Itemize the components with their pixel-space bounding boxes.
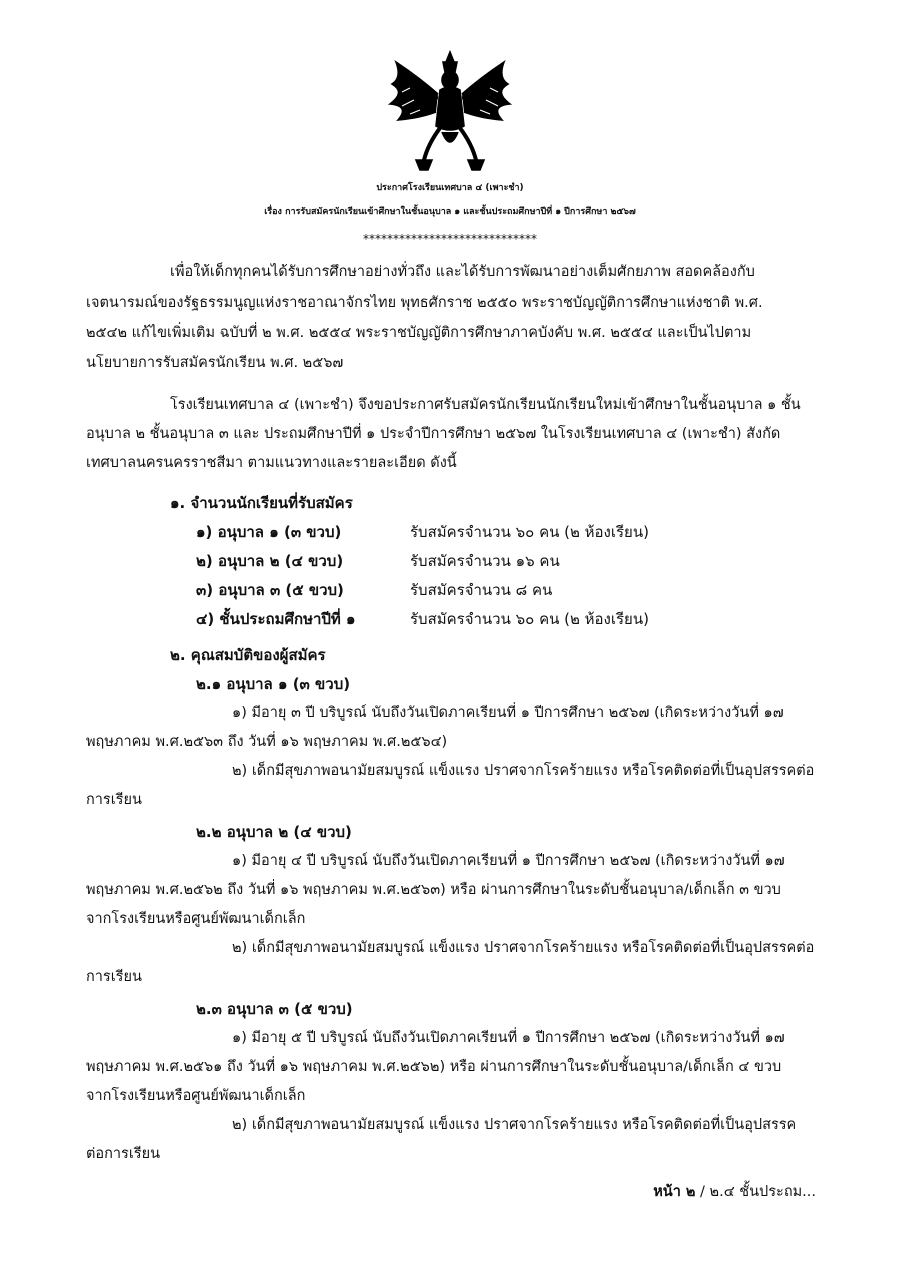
sub2-line-2: พฤษภาคม พ.ศ.๒๕๖๒ ถึง วันที่ ๑๖ พฤษภาคม พ.ศ.๒๕๖๓) หรือ ผ่านการศึกษาในระดับชั้นอนุบาล/เด็กเล็ก ๓ ขวบ xyxy=(86,882,781,898)
sub1-line-1: ๑) มีอายุ ๓ ปี บริบูรณ์ นับถึงวันเปิดภาคเรียนที่ ๑ ปีการศึกษา ๒๕๖๗ (เกิดระหว่างวันที่ ๑๗ xyxy=(232,705,784,721)
sub2-line-4: ๒) เด็กมีสุขภาพอนามัยสมบูรณ์ แข็งแรง ปราศจากโรคร้ายแรง หรือโรคติดต่อที่เป็นอุปสรรคต่อ xyxy=(232,940,815,956)
announcement-title: ประกาศโรงเรียนเทศบาล ๔ (เพาะชำ) xyxy=(376,183,524,193)
quota-detail-1: รับสมัครจำนวน ๖๐ คน (๒ ห้องเรียน) xyxy=(410,523,649,541)
sub2-heading: ๒.๒ อนุบาล ๒ (๔ ขวบ) xyxy=(196,823,352,841)
para1-line-2: เจตนารมณ์ของรัฐธรรมนูญแห่งราชอาณาจักรไทย พุทธศักราช ๒๕๕๐ พระราชบัญญัติการศึกษาแห่งชาติ พ.ศ. xyxy=(86,295,763,311)
sub3-line-5: ต่อการเรียน xyxy=(86,1146,160,1162)
sub2-line-1: ๑) มีอายุ ๔ ปี บริบูรณ์ นับถึงวันเปิดภาคเรียนที่ ๑ ปีการศึกษา ๒๕๖๗ (เกิดระหว่างวันที่ ๑๗ xyxy=(232,853,785,869)
next-page-hint: / ๒.๔ ชั้นประถม... xyxy=(695,1184,816,1200)
quota-level-4: ๔) ชั้นประถมศึกษาปีที่ ๑ xyxy=(196,610,356,628)
quota-level-3: ๓) อนุบาล ๓ (๕ ขวบ) xyxy=(196,581,344,599)
sub2-line-3: จากโรงเรียนหรือศูนย์พัฒนาเด็กเล็ก xyxy=(86,911,306,927)
sub3-line-4: ๒) เด็กมีสุขภาพอนามัยสมบูรณ์ แข็งแรง ปราศจากโรคร้ายแรง หรือโรคติดต่อที่เป็นอุปสรรค xyxy=(232,1117,797,1133)
para1-line-1: เพื่อให้เด็กทุกคนได้รับการศึกษาอย่างทั่วถึง และได้รับการพัฒนาอย่างเต็มศักยภาพ สอดคล้องกับ xyxy=(170,264,755,280)
para1-line-4: นโยบายการรับสมัครนักเรียน พ.ศ. ๒๕๖๗ xyxy=(86,355,344,371)
separator-line: ***************************** xyxy=(363,232,537,246)
quota-detail-3: รับสมัครจำนวน ๘ คน xyxy=(410,581,553,599)
quota-level-2: ๒) อนุบาล ๒ (๔ ขวบ) xyxy=(196,552,344,570)
sub2-line-5: การเรียน xyxy=(86,969,142,985)
para2-line-3: เทศบาลนครนครราชสีมา ตามแนวทางและรายละเอียด ดังนี้ xyxy=(86,455,457,471)
section2-heading: ๒. คุณสมบัติของผู้สมัคร xyxy=(170,646,326,664)
sub3-line-3: จากโรงเรียนหรือศูนย์พัฒนาเด็กเล็ก xyxy=(86,1088,306,1104)
section1-heading: ๑. จำนวนนักเรียนที่รับสมัคร xyxy=(170,494,353,512)
sub3-line-1: ๑) มีอายุ ๕ ปี บริบูรณ์ นับถึงวันเปิดภาคเรียนที่ ๑ ปีการศึกษา ๒๕๖๗ (เกิดระหว่างวันที่ ๑๗ xyxy=(232,1030,785,1046)
page-number-label: หน้า ๒ xyxy=(653,1184,696,1200)
sub3-line-2: พฤษภาคม พ.ศ.๒๕๖๑ ถึง วันที่ ๑๖ พฤษภาคม พ.ศ.๒๕๖๒) หรือ ผ่านการศึกษาในระดับชั้นอนุบาล/เด็กเล็ก ๔ ขวบ xyxy=(86,1059,782,1075)
garuda-emblem-icon xyxy=(380,48,520,176)
para2-line-2: อนุบาล ๒ ชั้นอนุบาล ๓ และ ประถมศึกษาปีที่ ๑ ประจำปีการศึกษา ๒๕๖๗ ในโรงเรียนเทศบาล ๔ (เพาะชำ) สังกัด xyxy=(86,426,781,442)
sub1-heading: ๒.๑ อนุบาล ๑ (๓ ขวบ) xyxy=(196,675,351,693)
quota-level-1: ๑) อนุบาล ๑ (๓ ขวบ) xyxy=(196,523,342,541)
sub3-heading: ๒.๓ อนุบาล ๓ (๕ ขวบ) xyxy=(196,1000,353,1018)
announcement-subject: เรื่อง การรับสมัครนักเรียนเข้าศึกษาในชั้นอนุบาล ๑ และชั้นประถมศึกษาปีที่ ๑ ปีการศึกษา ๒๕๖๗ xyxy=(264,207,636,217)
para1-line-3: ๒๕๔๒ แก้ไขเพิ่มเติม ฉบับที่ ๒ พ.ศ. ๒๕๕๔ พระราชบัญญัติการศึกษาภาคบังคับ พ.ศ. ๒๕๕๔ และเป็นไปตาม xyxy=(86,325,752,341)
quota-detail-4: รับสมัครจำนวน ๖๐ คน (๒ ห้องเรียน) xyxy=(410,610,649,628)
sub1-line-2: พฤษภาคม พ.ศ.๒๕๖๓ ถึง วันที่ ๑๖ พฤษภาคม พ.ศ.๒๕๖๔) xyxy=(86,734,448,750)
sub1-line-3: ๒) เด็กมีสุขภาพอนามัยสมบูรณ์ แข็งแรง ปราศจากโรคร้ายแรง หรือโรคติดต่อที่เป็นอุปสรรคต่อ xyxy=(232,763,815,779)
quota-detail-2: รับสมัครจำนวน ๑๖ คน xyxy=(410,552,560,570)
sub1-line-4: การเรียน xyxy=(86,792,142,808)
para2-line-1: โรงเรียนเทศบาล ๔ (เพาะชำ) จึงขอประกาศรับสมัครนักเรียนนักเรียนใหม่เข้าศึกษาในชั้นอนุบาล ๑ ชั้น xyxy=(170,397,801,413)
page-continuation xyxy=(653,1182,816,1202)
